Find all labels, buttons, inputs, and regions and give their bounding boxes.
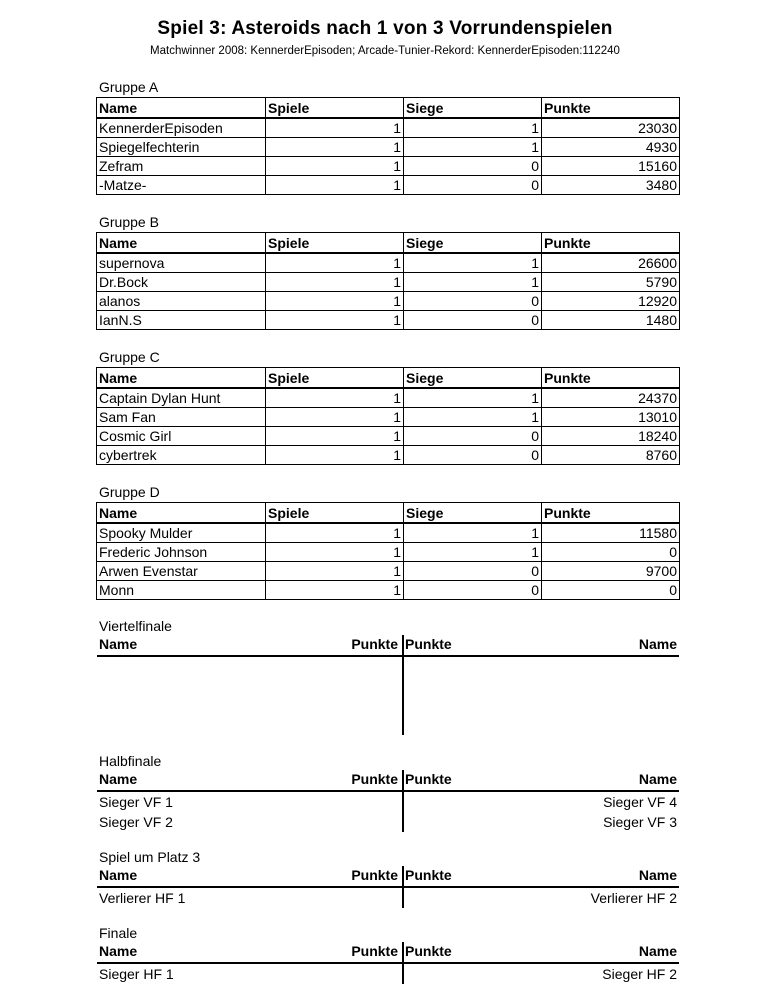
header-name-left: Name [99,867,138,883]
player-punkte: 5790 [542,273,680,292]
player-spiele: 1 [266,543,404,562]
player-name: Monn [97,581,266,600]
column-header-name: Name [97,503,266,524]
viertelfinale-section [97,617,679,657]
column-header-spiele: Spiele [266,233,404,254]
header-name-right: Name [638,867,677,883]
player-siege: 0 [404,176,542,195]
column-header-spiele: Spiele [266,503,404,524]
group-c-label: Gruppe C [99,349,160,365]
table-row [97,138,680,157]
player-siege: 0 [404,446,542,465]
platz3-section [97,848,679,908]
player-punkte: 15160 [542,157,680,176]
match-left-name: Sieger VF 1 [99,794,173,810]
player-siege: 0 [404,157,542,176]
player-punkte: 3480 [542,176,680,195]
player-punkte: 18240 [542,427,680,446]
player-spiele: 1 [266,523,404,543]
header-points-left: Punkte [351,771,398,787]
column-header-siege: Siege [404,368,542,389]
player-siege: 1 [404,408,542,427]
column-header-siege: Siege [404,503,542,524]
player-punkte: 1480 [542,311,680,330]
center-divider [402,866,404,908]
match-row [97,792,679,812]
player-siege: 1 [404,253,542,273]
header-name-left: Name [99,771,138,787]
group-d-table [96,502,680,600]
table-row [97,292,680,311]
match-row [97,964,679,984]
table-header-row [97,98,680,119]
player-siege: 1 [404,118,542,138]
match-right-name: Sieger HF 2 [602,966,677,982]
group-b-table [96,232,680,330]
table-row [97,427,680,446]
header-points-right: Punkte [405,867,452,883]
column-header-name: Name [97,368,266,389]
ko-header-row [97,942,679,964]
player-name: Arwen Evenstar [97,562,266,581]
group-d-label: Gruppe D [99,484,160,500]
table-header-row [97,233,680,254]
header-points-right: Punkte [405,943,452,959]
column-header-punkte: Punkte [542,368,680,389]
page-subtitle: Matchwinner 2008: KennerderEpisoden; Arcade-Tunier-Rekord: KennerderEpisoden:112240 [150,45,620,57]
halbfinale-label: Halbfinale [99,753,162,769]
header-name-right: Name [638,636,677,652]
player-spiele: 1 [266,273,404,292]
column-header-name: Name [97,98,266,119]
player-name: Captain Dylan Hunt [97,388,266,408]
player-spiele: 1 [266,408,404,427]
player-name: IanN.S [97,311,266,330]
ko-header-row [97,866,679,888]
player-siege: 1 [404,138,542,157]
player-punkte: 9700 [542,562,680,581]
match-row [97,888,679,908]
player-name: Zefram [97,157,266,176]
player-punkte: 8760 [542,446,680,465]
table-header-row [97,368,680,389]
player-siege: 0 [404,581,542,600]
player-punkte: 4930 [542,138,680,157]
group-c-table [96,367,680,465]
center-divider [402,770,404,832]
match-right-name: Sieger VF 3 [603,814,677,830]
player-siege: 0 [404,311,542,330]
ko-header-row [97,770,679,792]
player-siege: 1 [404,273,542,292]
center-divider [402,635,404,735]
header-name-left: Name [99,636,138,652]
column-header-siege: Siege [404,233,542,254]
player-spiele: 1 [266,176,404,195]
table-row [97,408,680,427]
header-points-left: Punkte [351,943,398,959]
header-points-right: Punkte [405,771,452,787]
player-spiele: 1 [266,138,404,157]
table-row [97,253,680,273]
column-header-spiele: Spiele [266,368,404,389]
player-punkte: 0 [542,581,680,600]
player-punkte: 23030 [542,118,680,138]
player-name: Spiegelfechterin [97,138,266,157]
group-a-table [96,97,680,195]
header-points-left: Punkte [351,867,398,883]
player-siege: 1 [404,388,542,408]
player-punkte: 24370 [542,388,680,408]
platz3-label: Spiel um Platz 3 [99,849,201,865]
column-header-punkte: Punkte [542,503,680,524]
column-header-name: Name [97,233,266,254]
player-spiele: 1 [266,446,404,465]
player-spiele: 1 [266,562,404,581]
page-title: Spiel 3: Asteroids nach 1 von 3 Vorrundenspielen [157,18,613,39]
player-spiele: 1 [266,292,404,311]
viertelfinale-label: Viertelfinale [99,618,172,634]
player-siege: 0 [404,427,542,446]
player-punkte: 26600 [542,253,680,273]
column-header-punkte: Punkte [542,98,680,119]
match-left-name: Verlierer HF 1 [99,890,186,906]
column-header-punkte: Punkte [542,233,680,254]
match-left-name: Sieger HF 1 [99,966,174,982]
finale-label: Finale [99,925,138,941]
group-a-label: Gruppe A [99,79,159,95]
match-left-name: Sieger VF 2 [99,814,173,830]
player-spiele: 1 [266,311,404,330]
player-punkte: 11580 [542,523,680,543]
table-row [97,388,680,408]
player-siege: 1 [404,523,542,543]
player-name: Spooky Mulder [97,523,266,543]
player-punkte: 12920 [542,292,680,311]
player-spiele: 1 [266,157,404,176]
player-siege: 1 [404,543,542,562]
player-name: supernova [97,253,266,273]
table-row [97,543,680,562]
player-name: Cosmic Girl [97,427,266,446]
finale-section [97,924,679,984]
player-spiele: 1 [266,581,404,600]
table-row [97,581,680,600]
player-name: cybertrek [97,446,266,465]
center-divider [402,942,404,984]
player-spiele: 1 [266,253,404,273]
player-siege: 0 [404,562,542,581]
table-row [97,118,680,138]
table-row [97,446,680,465]
table-header-row [97,503,680,524]
table-row [97,311,680,330]
player-name: Dr.Bock [97,273,266,292]
player-spiele: 1 [266,388,404,408]
ko-header-row [97,635,679,657]
player-siege: 0 [404,292,542,311]
player-name: KennerderEpisoden [97,118,266,138]
player-name: alanos [97,292,266,311]
table-row [97,176,680,195]
header-points-left: Punkte [351,636,398,652]
player-name: -Matze- [97,176,266,195]
group-b-label: Gruppe B [99,214,159,230]
player-spiele: 1 [266,118,404,138]
header-name-right: Name [638,771,677,787]
player-spiele: 1 [266,427,404,446]
header-points-right: Punkte [405,636,452,652]
column-header-siege: Siege [404,98,542,119]
match-right-name: Sieger VF 4 [603,794,677,810]
player-punkte: 0 [542,543,680,562]
header-name-right: Name [638,943,677,959]
table-row [97,157,680,176]
player-name: Sam Fan [97,408,266,427]
table-row [97,273,680,292]
column-header-spiele: Spiele [266,98,404,119]
table-row [97,562,680,581]
player-punkte: 13010 [542,408,680,427]
header-name-left: Name [99,943,138,959]
table-row [97,523,680,543]
match-right-name: Verlierer HF 2 [590,890,677,906]
match-row [97,812,679,832]
halbfinale-section [97,752,679,832]
player-name: Frederic Johnson [97,543,266,562]
